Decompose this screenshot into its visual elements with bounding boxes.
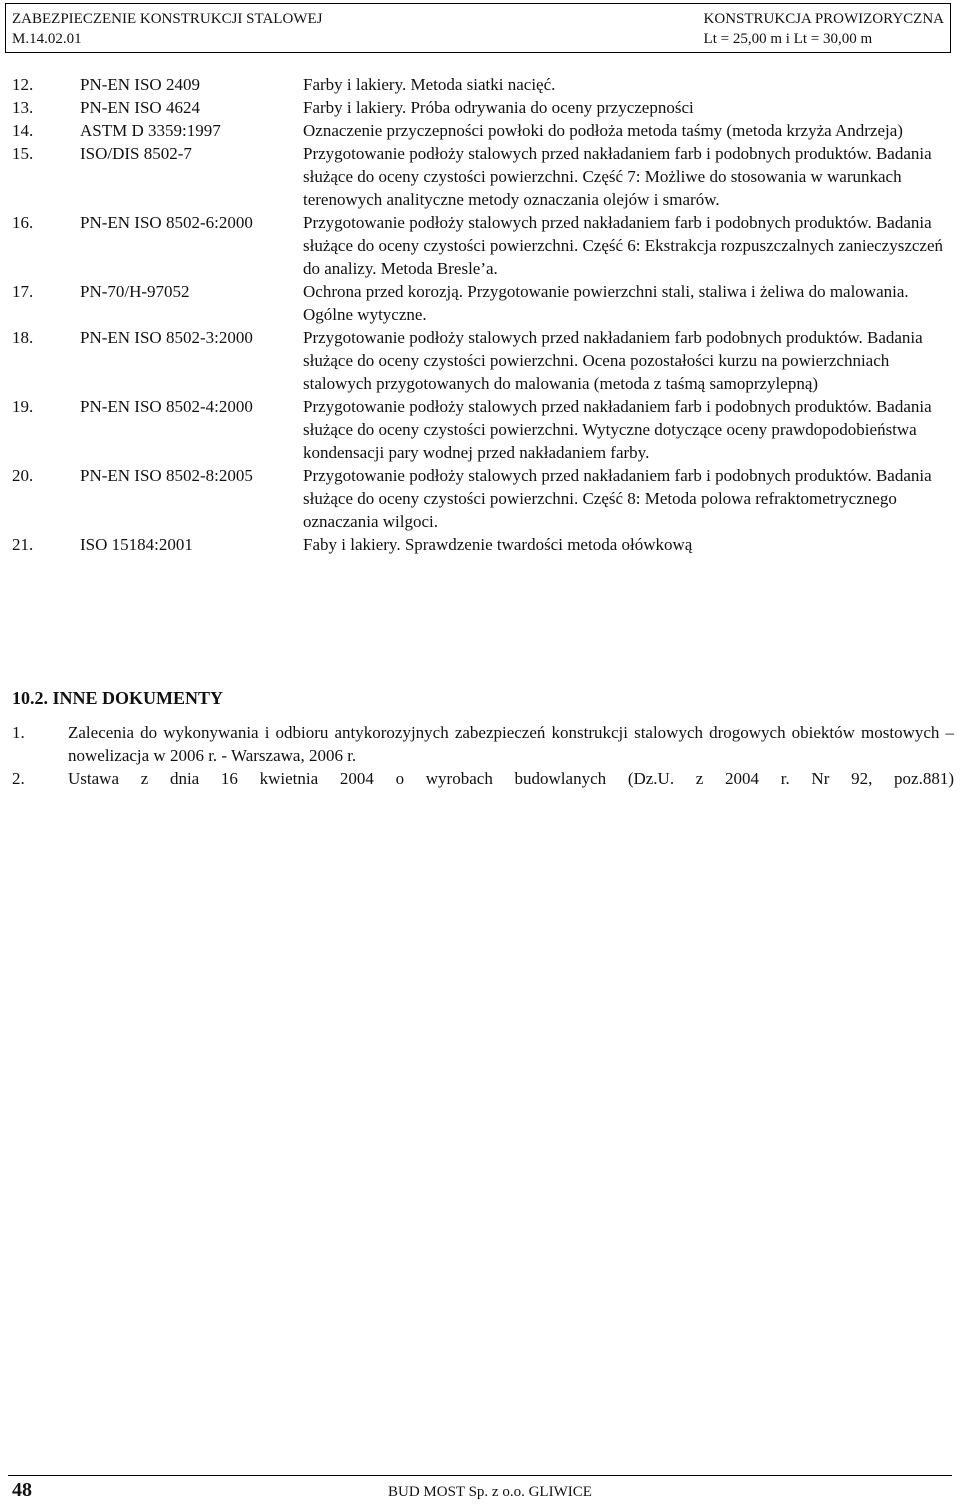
document-item <box>12 721 954 767</box>
reference-description: Oznaczenie przyczepności powłoki do podłoża metoda taśmy (metoda krzyża Andrzeja) <box>303 121 903 140</box>
reference-standards-list <box>12 73 952 556</box>
reference-item <box>12 533 952 556</box>
reference-number: 16. <box>12 213 34 232</box>
reference-code: PN-EN ISO 2409 <box>80 75 200 94</box>
page-number: 48 <box>12 1479 32 1501</box>
reference-item <box>12 326 952 395</box>
header-spec-code: M.14.02.01 <box>12 31 82 47</box>
reference-code: PN-70/H-97052 <box>80 282 190 301</box>
reference-description: Faby i lakiery. Sprawdzenie twardości metoda ołówkową <box>303 535 693 554</box>
reference-description: Przygotowanie podłoży stalowych przed nakładaniem farb i podobnych produktów. Badania służące do oceny czystości powierzchni. Część 6: Ekstrakcja rozpuszczalnych zanieczyszczeń do analizy. Metoda Bresle’a. <box>303 213 944 278</box>
reference-item <box>12 464 952 533</box>
header-left <box>12 9 322 49</box>
reference-number: 20. <box>12 466 34 485</box>
reference-description: Farby i lakiery. Metoda siatki nacięć. <box>303 75 556 94</box>
other-documents-list <box>12 721 954 790</box>
document-text: Ustawa z dnia 16 kwietnia 2004 o wyrobach budowlanych (Dz.U. z 2004 r. Nr 92, poz.881) <box>68 769 954 788</box>
document-text: Zalecenia do wykonywania i odbioru antykorozyjnych zabezpieczeń konstrukcji stalowych drogowych obiektów mostowych – nowelizacja w 2006 r. - Warszawa, 2006 r. <box>68 723 954 765</box>
header-span-lengths: Lt = 25,00 m i Lt = 30,00 m <box>703 31 873 47</box>
reference-number: 15. <box>12 144 34 163</box>
reference-number: 14. <box>12 121 34 140</box>
header-construction-type: KONSTRUKCJA PROWIZORYCZNA <box>703 11 944 27</box>
reference-code: PN-EN ISO 8502-4:2000 <box>80 397 253 416</box>
reference-number: 13. <box>12 98 34 117</box>
document-number: 2. <box>12 769 25 788</box>
reference-item <box>12 280 952 326</box>
reference-code: PN-EN ISO 4624 <box>80 98 200 117</box>
section-heading: 10.2. INNE DOKUMENTY <box>12 688 224 708</box>
header-document-title: ZABEZPIECZENIE KONSTRUKCJI STALOWEJ <box>12 11 323 27</box>
reference-code: PN-EN ISO 8502-3:2000 <box>80 328 253 347</box>
reference-code: ISO 15184:2001 <box>80 535 193 554</box>
reference-number: 21. <box>12 535 34 554</box>
page-header <box>5 3 951 53</box>
reference-description: Przygotowanie podłoży stalowych przed nakładaniem farb i podobnych produktów. Badania służące do oceny czystości powierzchni. Część 8: Metoda polowa refraktometrycznego oznaczania wilgoci. <box>303 466 932 531</box>
reference-number: 17. <box>12 282 34 301</box>
reference-code: PN-EN ISO 8502-8:2005 <box>80 466 253 485</box>
reference-description: Przygotowanie podłoży stalowych przed nakładaniem farb i podobnych produktów. Badania służące do oceny czystości powierzchni. Wytyczne dotyczące oceny prawdopodobieństwa kondensacji pary wodnej przed nakładaniem farby. <box>303 397 932 462</box>
reference-code: PN-EN ISO 8502-6:2000 <box>80 213 253 232</box>
reference-code: ASTM D 3359:1997 <box>80 121 221 140</box>
reference-item <box>12 142 952 211</box>
footer-divider <box>8 1475 952 1476</box>
reference-description: Farby i lakiery. Próba odrywania do oceny przyczepności <box>303 98 694 117</box>
reference-item <box>12 211 952 280</box>
document-item <box>12 767 954 790</box>
reference-description: Ochrona przed korozją. Przygotowanie powierzchni stali, staliwa i żeliwa do malowania. Ogólne wytyczne. <box>303 282 909 324</box>
reference-item <box>12 96 952 119</box>
reference-code: ISO/DIS 8502-7 <box>80 144 192 163</box>
footer-company: BUD MOST Sp. z o.o. GLIWICE <box>388 1484 592 1500</box>
document-number: 1. <box>12 723 25 742</box>
reference-description: Przygotowanie podłoży stalowych przed nakładaniem farb podobnych produktów. Badania służące do oceny czystości powierzchni. Ocena pozostałości kurzu na powierzchniach stalowych przygotowanych do malowania (metoda z taśmą samoprzylepną) <box>303 328 923 393</box>
reference-item <box>12 73 952 96</box>
reference-number: 12. <box>12 75 34 94</box>
reference-description: Przygotowanie podłoży stalowych przed nakładaniem farb i podobnych produktów. Badania służące do oceny czystości powierzchni. Część 7: Możliwe do stosowania w warunkach terenowych analityczne metody oznaczania olejów i smarów. <box>303 144 932 209</box>
reference-number: 18. <box>12 328 34 347</box>
header-right <box>704 9 944 49</box>
reference-number: 19. <box>12 397 34 416</box>
reference-item <box>12 395 952 464</box>
reference-item <box>12 119 952 142</box>
